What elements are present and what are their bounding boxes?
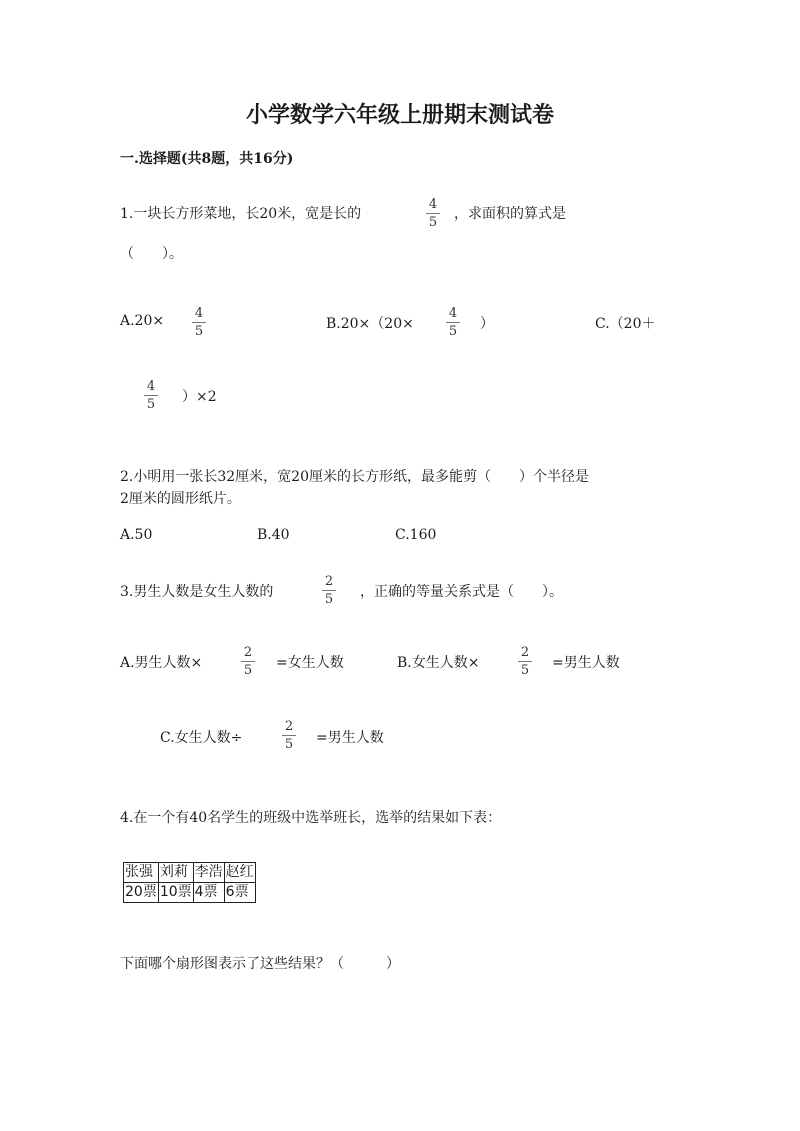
table-cell-name: 刘莉 — [158, 863, 193, 883]
q1-line2: （ ）。 — [120, 246, 183, 262]
q1-text-a: 1.一块长方形菜地，长20米，宽是长的 — [120, 206, 362, 222]
table-cell-votes: 10票 — [158, 883, 193, 903]
table-cell-votes: 20票 — [124, 883, 159, 903]
table-cell-votes: 6票 — [224, 883, 255, 903]
q2-line1: 2.小明用一张长32厘米，宽20厘米的长方形纸，最多能剪（ ）个半径是 — [120, 469, 589, 485]
table-row-names — [124, 863, 256, 883]
q3-text-b: ，正确的等量关系式是（ ）。 — [360, 584, 563, 600]
fraction-bar — [282, 735, 296, 736]
q1-frac-numerator: 4 — [428, 197, 438, 212]
table-cell-name: 张强 — [124, 863, 159, 883]
q1-frac-denominator: 5 — [448, 324, 458, 339]
section-heading: 一.选择题(共8题，共16分) — [120, 151, 294, 167]
q3-option-c-fraction — [280, 720, 298, 751]
q1-option-b-post: ） — [480, 316, 494, 332]
q3-frac-denominator: 5 — [520, 663, 530, 678]
q1-frac-denominator: 5 — [428, 215, 438, 230]
q4-line1: 4.在一个有40名学生的班级中选举班长，选举的结果如下表： — [120, 810, 502, 826]
q1-option-a-fraction — [190, 307, 208, 338]
table-row-votes — [124, 883, 256, 903]
q1-frac-numerator: 4 — [194, 306, 204, 321]
fraction-bar — [144, 395, 158, 396]
q3-option-a-post: =女生人数 — [276, 655, 344, 671]
q3-frac-denominator: 5 — [284, 737, 294, 752]
vote-results-table — [123, 862, 256, 903]
q3-frac-denominator: 5 — [324, 592, 334, 607]
fraction-bar — [446, 322, 460, 323]
q3-frac-numerator: 2 — [520, 645, 530, 660]
fraction-bar — [426, 213, 440, 214]
fraction-bar — [192, 322, 206, 323]
q3-option-a-pre: A.男生人数× — [120, 655, 203, 671]
q3-option-a-fraction — [239, 646, 257, 677]
fraction-bar — [322, 590, 336, 591]
q1-frac-numerator: 4 — [146, 379, 156, 394]
q1-frac-denominator: 5 — [194, 324, 204, 339]
q3-option-b-fraction — [516, 646, 534, 677]
q1-fraction — [424, 198, 442, 229]
q1-text-b: ，求面积的算式是 — [454, 206, 566, 222]
fraction-bar — [518, 661, 532, 662]
fraction-bar — [241, 661, 255, 662]
q2-option-b: B.40 — [257, 527, 290, 543]
q3-fraction — [320, 575, 338, 606]
q3-option-b-post: =男生人数 — [552, 655, 620, 671]
q2-line2: 2厘米的圆形纸片。 — [120, 491, 241, 507]
q1-option-c-post: ）×2 — [182, 389, 217, 405]
q3-frac-numerator: 2 — [324, 574, 334, 589]
q1-option-c-pre: C.（20＋ — [595, 316, 656, 332]
table-cell-name: 李浩 — [193, 863, 224, 883]
table-cell-name: 赵红 — [224, 863, 255, 883]
q3-option-b-pre: B.女生人数× — [397, 655, 480, 671]
q3-text-a: 3.男生人数是女生人数的 — [120, 584, 274, 600]
q1-option-b-fraction — [444, 307, 462, 338]
q1-option-b-pre: B.20×（20× — [326, 316, 414, 332]
page-title: 小学数学六年级上册期末测试卷 — [245, 102, 554, 128]
q3-option-c-post: =男生人数 — [316, 730, 384, 746]
q1-option-c-fraction — [142, 380, 160, 411]
q1-option-a: A.20× — [120, 313, 165, 329]
q1-frac-denominator: 5 — [146, 397, 156, 412]
q4-question: 下面哪个扇形图表示了这些结果？（ ） — [120, 956, 400, 972]
q3-frac-denominator: 5 — [243, 663, 253, 678]
q2-option-a: A.50 — [120, 527, 153, 543]
table-cell-votes: 4票 — [193, 883, 224, 903]
q1-frac-numerator: 4 — [448, 306, 458, 321]
q2-option-c: C.160 — [395, 527, 437, 543]
q3-option-c-pre: C.女生人数÷ — [160, 730, 243, 746]
q3-frac-numerator: 2 — [243, 645, 253, 660]
q3-frac-numerator: 2 — [284, 719, 294, 734]
